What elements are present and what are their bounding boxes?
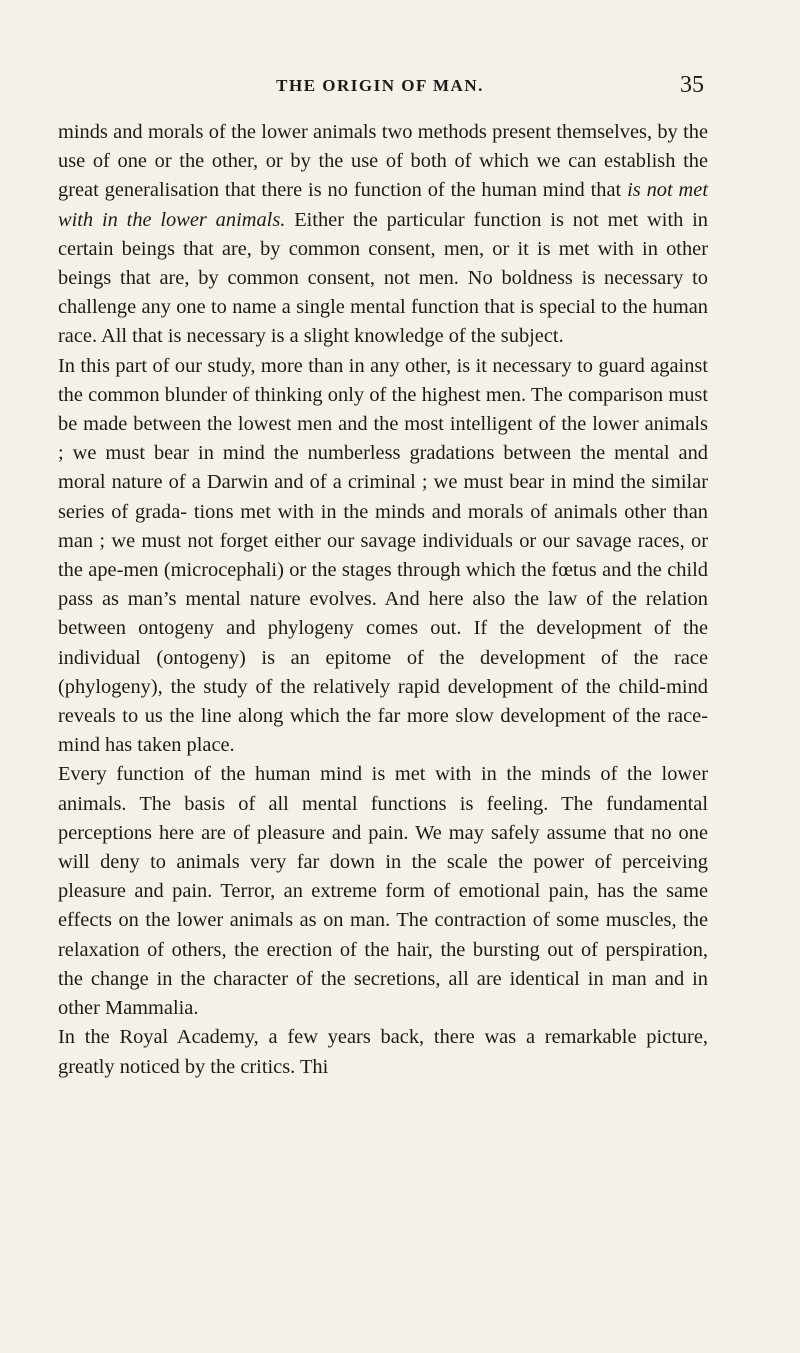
paragraph-2: In this part of our study, more than in any other, is it necessary to guard against the common blunder of thinking only of the highest men. The comparison must be made between the lowest men and the most intelligent of the lower animals ; we must bear in mind the numberless gradations between the mental and moral nature of a Darwin and of a criminal ; we must bear in mind the similar series of grada- tions met with in the minds and morals of animals other than man ; we must not forget either our savage individuals or our savage races, or the ape-men (microcephali) or the stages through which the fœtus and the child pass as man’s mental nature evolves. And here also the law of the relation between ontogeny and phylogeny comes out. If the development of the individual (ontogeny) is an epitome of the development of the race (phylogeny), the study of the relatively rapid development of the child-mind reveals to us the line along which the far more slow development of the race-mind has taken place. xyxy=(58,354,708,757)
paragraph-1-text-a: minds and morals of the lower animals two methods present themselves, by the use of one or the other, or by the use of both of which we can establish the great generalisation that there is no function of the human mind that xyxy=(58,121,708,202)
running-head xyxy=(56,72,704,102)
body-text xyxy=(58,118,708,1082)
running-title: THE ORIGIN OF MAN. xyxy=(276,76,484,95)
paragraph-3: Every function of the human mind is met with in the minds of the lower animals. The basis of all mental functions is feeling. The fundamental perceptions here are of pleasure and pain. We may safely assume that no one will deny to animals very far down in the scale the power of perceiving pleasure and pain. Terror, an extreme form of emotional pain, has the same effects on the lower animals as on man. The contraction of some muscles, the relaxation of others, the erection of the hair, the bursting out of perspiration, the change in the character of the secretions, all are identical in man and in other Mammalia. xyxy=(58,763,708,1020)
paragraph-1-text-b: Either the particular function is not met with in certain beings that are, by common consent, men, or it is met with in other beings that are, by common consent, not men. No boldness is necessary to challenge any one to name a single mental function that is special to the human race. All that is necessary is a slight knowledge of the subject. xyxy=(58,208,708,348)
page-number: 35 xyxy=(680,72,704,98)
paragraph-1-italic-phrase: is not met with in the lower animals. xyxy=(58,179,708,231)
paragraph-1 xyxy=(58,118,708,352)
paragraph-4: In the Royal Academy, a few years back, there was a remarkable picture, greatly noticed by the critics. Thi xyxy=(58,1026,708,1078)
